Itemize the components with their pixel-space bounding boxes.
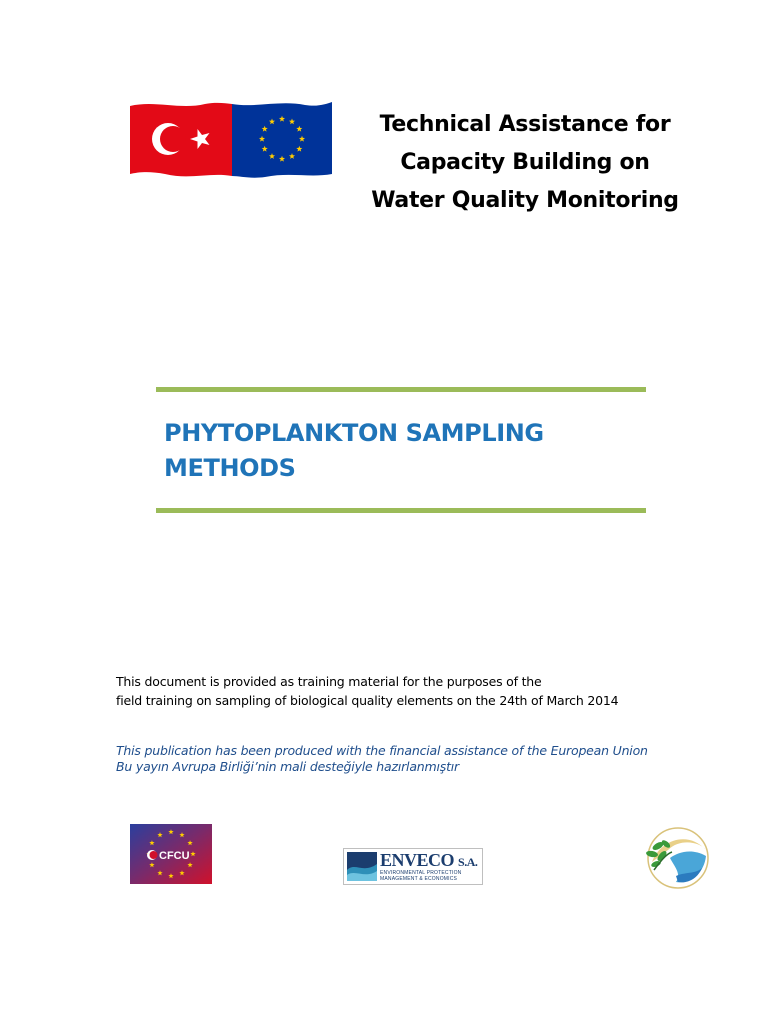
flags-banner bbox=[130, 100, 334, 178]
document-title-line: PHYTOPLANKTON SAMPLING bbox=[164, 419, 544, 447]
enveco-logo-frame bbox=[343, 848, 483, 885]
funding-disclaimer bbox=[116, 743, 676, 775]
enveco-name-text: ENVECO bbox=[380, 850, 455, 870]
enveco-logo-icon bbox=[343, 848, 483, 885]
turkey-flag-icon bbox=[130, 103, 232, 176]
document-title-line: METHODS bbox=[164, 454, 296, 482]
project-title-line: Water Quality Monitoring bbox=[371, 188, 679, 213]
enveco-tagline bbox=[380, 871, 461, 882]
notice-line: This document is provided as training material for the purposes of the bbox=[116, 674, 542, 689]
notice-line: field training on sampling of biological quality elements on the 24th of March 2014 bbox=[116, 693, 619, 708]
funding-line-english: This publication has been produced with the financial assistance of the European Union bbox=[116, 743, 648, 758]
enveco-name bbox=[380, 850, 477, 871]
enveco-tagline-line: ENVIRONMENTAL PROTECTION bbox=[380, 870, 462, 876]
ministry-logo-icon bbox=[640, 822, 712, 892]
enveco-wave-icon bbox=[347, 852, 377, 881]
training-notice bbox=[116, 672, 676, 710]
cfcu-logo-text: CFCU bbox=[159, 850, 190, 862]
project-title bbox=[360, 106, 690, 220]
document-title bbox=[164, 416, 634, 486]
cfcu-logo-icon bbox=[130, 824, 212, 884]
title-bottom-rule bbox=[156, 508, 646, 513]
enveco-suffix: S.A. bbox=[458, 855, 478, 869]
project-title-line: Technical Assistance for bbox=[379, 112, 671, 137]
eu-flag-icon bbox=[232, 102, 332, 178]
project-title-line: Capacity Building on bbox=[400, 150, 650, 175]
title-top-rule bbox=[156, 387, 646, 392]
enveco-tagline-line: MANAGEMENT & ECONOMICS bbox=[380, 875, 458, 882]
funding-line-turkish: Bu yayın Avrupa Birliği’nin mali desteğiyle hazırlanmıştır bbox=[116, 759, 459, 774]
